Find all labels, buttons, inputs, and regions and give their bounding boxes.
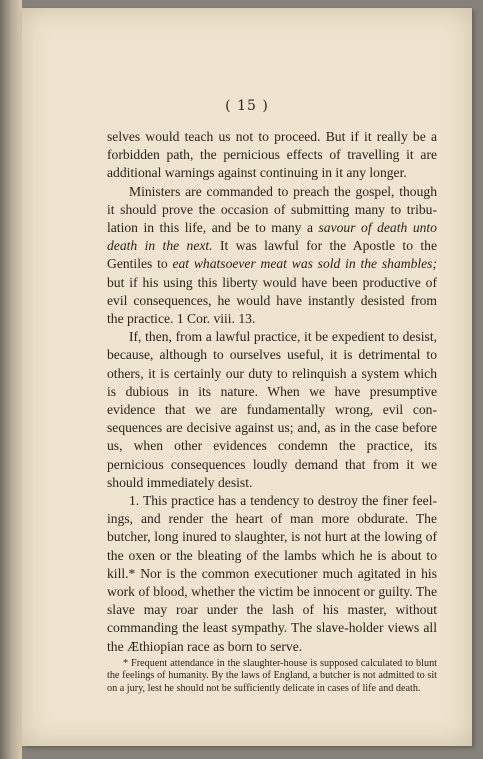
page-number: ( 15 )	[225, 98, 269, 114]
paragraph	[107, 183, 437, 329]
text-run: Ministers are commanded to preach the gospel, though it should prove the occasion of submitting many to tribulation in this life, and be to many a	[107, 183, 437, 236]
text-run: 1. This practice has a tendency to destroy the finer feelings, and render the heart of man more obdurate. The butcher, long inured to slaughter, is not hurt at the lowing of the oxen or the bleating of the lambs which he is about to kill.* Nor is the common executioner much agitated in his work of blood, whether the victim be innocent or guilty. The slave may roar under the lash of his master, without commanding the least sympathy. The slave-holder views all the Æthiopian race as born to serve.	[107, 493, 437, 654]
italic-phrase: savour of death unto death in the next.	[107, 220, 437, 254]
paragraph	[107, 328, 437, 492]
book-spine	[0, 0, 22, 759]
footnote: * Frequent attendance in the slaughter-house is supposed calculated to blunt the feelings of humanity. By the laws of England, a butcher is not admitted to sit on a jury, lest he should not be sufficiently delicate in cases of life and death.	[107, 658, 437, 694]
text-run: selves would teach us not to proceed. But if it really be a forbidden path, the pernicious effects of travelling it are additional warnings against continuing in it any longer.	[107, 129, 437, 181]
text-run: but if his using this liberty would have been productive of evil consequences, he would have instantly desisted from the practice. 1 Cor. viii. 13.	[107, 274, 437, 327]
text-run: It was lawful for the Apostle to the Gentiles to	[107, 238, 437, 272]
text-run: If, then, from a lawful practice, it be expedient to desist, because, although to ourselves useful, it is detrimental to others, it is certainly our duty to relinquish a system which is dubious in its nature. When we have presumptive evidence that we are fundamentally wrong, evil consequences are decisive against us; and, as in the case before us, when other evidences condemn the practice, its pernicious consequences loudly demand that from it we should immediately desist.	[107, 329, 437, 490]
italic-phrase: eat whatsoever meat was sold in the shambles;	[172, 256, 437, 272]
paragraph	[107, 128, 437, 183]
paragraph	[107, 492, 437, 656]
body-text	[107, 128, 437, 656]
book-page	[22, 8, 472, 746]
